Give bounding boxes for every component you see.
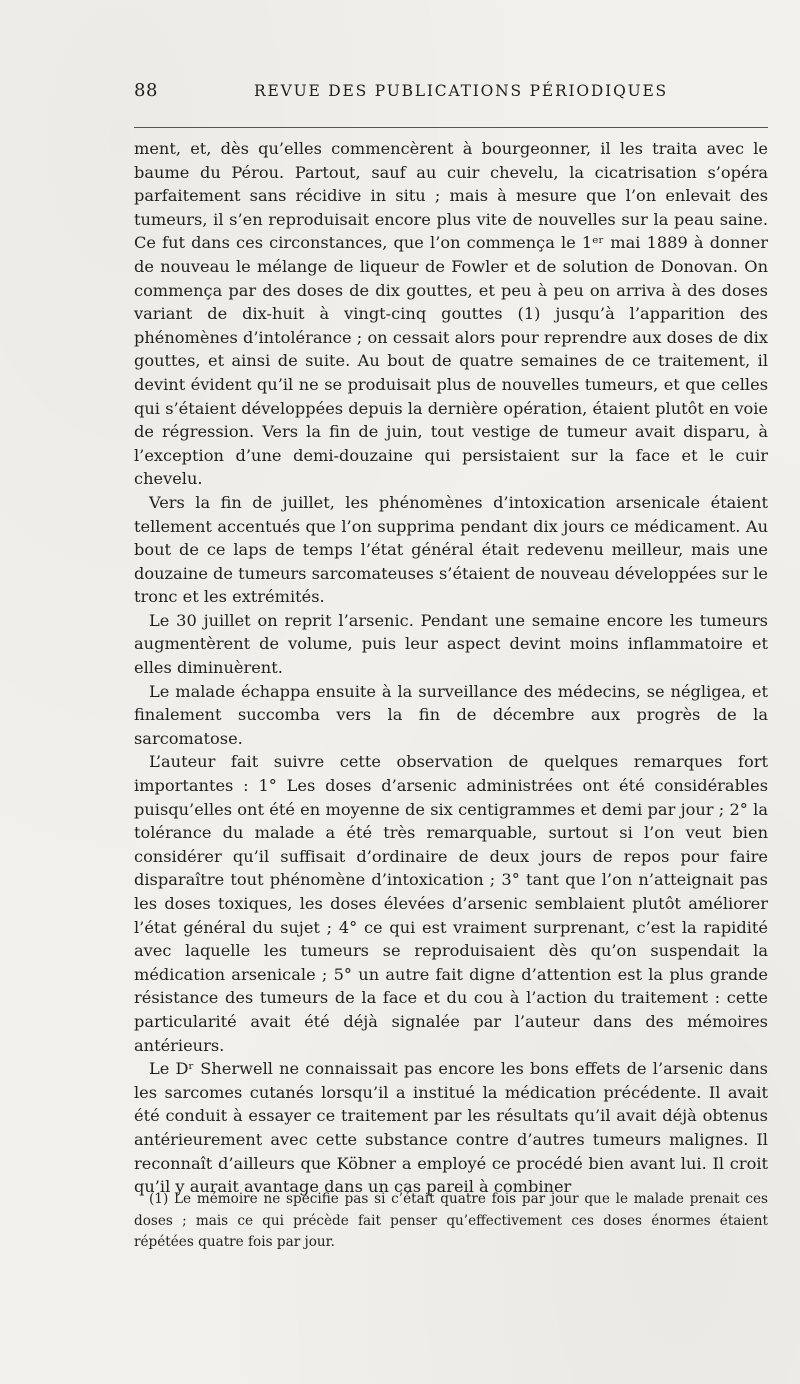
footnote bbox=[134, 1189, 768, 1254]
paragraph-1: ment, et, dès qu’elles commencèrent à bourgeonner, il les traita avec le baume du Pérou. Partout, sauf au cuir chevelu, la cicatrisation s’opéra parfaitement sans récidive in situ ; mais à mesure que l’on enlevait des tumeurs, il s’en reproduisait encore plus vite de nouvelles sur la peau saine. Ce fut dans ces circonstances, que l’on commença le 1ᵉʳ mai 1889 à donner de nouveau le mélange de liqueur de Fowler et de solution de Donovan. On commença par des doses de dix gouttes, et peu à peu on arriva à des doses variant de dix-huit à vingt-cinq gouttes (1) jusqu’à l’apparition des phénomènes d’intolérance ; on cessait alors pour reprendre aux doses de dix gouttes, et ainsi de suite. Au bout de quatre semaines de ce traitement, il devint évident qu’il ne se produisait plus de nouvelles tumeurs, et que celles qui s’étaient développées depuis la dernière opération, étaient plutôt en voie de régression. Vers la fin de juin, tout vestige de tumeur avait disparu, à l’exception d’une demi-douzaine qui persistaient sur la face et le cuir chevelu. bbox=[134, 139, 768, 489]
paragraph-6: Le Dʳ Sherwell ne connaissait pas encore les bons effets de l’arsenic dans les sarcomes cutanés lorsqu’il a institué la médication précédente. Il avait été conduit à essayer ce traitement par les résultats qu’il avait déjà obtenus antérieurement avec cette substance contre d’autres tumeurs malignes. Il reconnaît d’ailleurs que Köbner a employé ce procédé bien avant lui. Il croit qu’il y aurait avantage dans un cas pareil à combiner bbox=[134, 1059, 768, 1197]
running-header bbox=[134, 80, 768, 108]
paragraph-3: Le 30 juillet on reprit l’arsenic. Pendant une semaine encore les tumeurs augmentèrent de volume, puis leur aspect devint moins inflammatoire et elles diminuèrent. bbox=[134, 610, 768, 678]
page-number: 88 bbox=[134, 80, 158, 101]
paragraph-5: L’auteur fait suivre cette observation de quelques remarques fort importantes : 1° Les doses d’arsenic administrées ont été considérables puisqu’elles ont été en moyenne de six centigrammes et demi par jour ; 2° la tolérance du malade a été très remarquable, surtout si l’on veut bien considérer qu’il suffisait d’ordinaire de deux jours de repos pour faire disparaître tout phénomène d’intoxication ; 3° tant que l’on n’atteignait pas les doses toxiques, les doses élevées d’arsenic semblaient plutôt améliorer l’état général du sujet ; 4° ce qui est vraiment surprenant, c’est la rapidité avec laquelle les tumeurs se reproduisaient dès qu’on suspendait la médication arsenicale ; 5° un autre fait digne d’attention est la plus grande résistance des tumeurs de la face et du cou à l’action du traitement : cette particularité avait été déjà signalée par l’auteur dans des mémoires antérieurs. bbox=[134, 752, 768, 1055]
running-title: REVUE DES PUBLICATIONS PÉRIODIQUES bbox=[254, 82, 668, 100]
paragraph-2: Vers la fin de juillet, les phénomènes d’intoxication arsenicale étaient tellement accentués que l’on supprima pendant dix jours ce médicament. Au bout de ce laps de temps l’état général était redevenu meilleur, mais une douzaine de tumeurs sarcomateuses s’étaient de nouveau développées sur le tronc et les extrémités. bbox=[134, 492, 768, 607]
footnote-text: (1) Le mémoire ne spécifie pas si c’était quatre fois par jour que le malade prenait ces doses ; mais ce qui précède fait penser qu’effectivement ces doses énormes étaient répétées quatre fois par jour. bbox=[134, 1191, 768, 1250]
paragraph-4: Le malade échappa ensuite à la surveillance des médecins, se négligea, et finalement succomba vers la fin de décembre aux progrès de la sarcomatose. bbox=[134, 681, 768, 748]
header-rule bbox=[134, 127, 768, 128]
body-text bbox=[134, 137, 768, 1199]
